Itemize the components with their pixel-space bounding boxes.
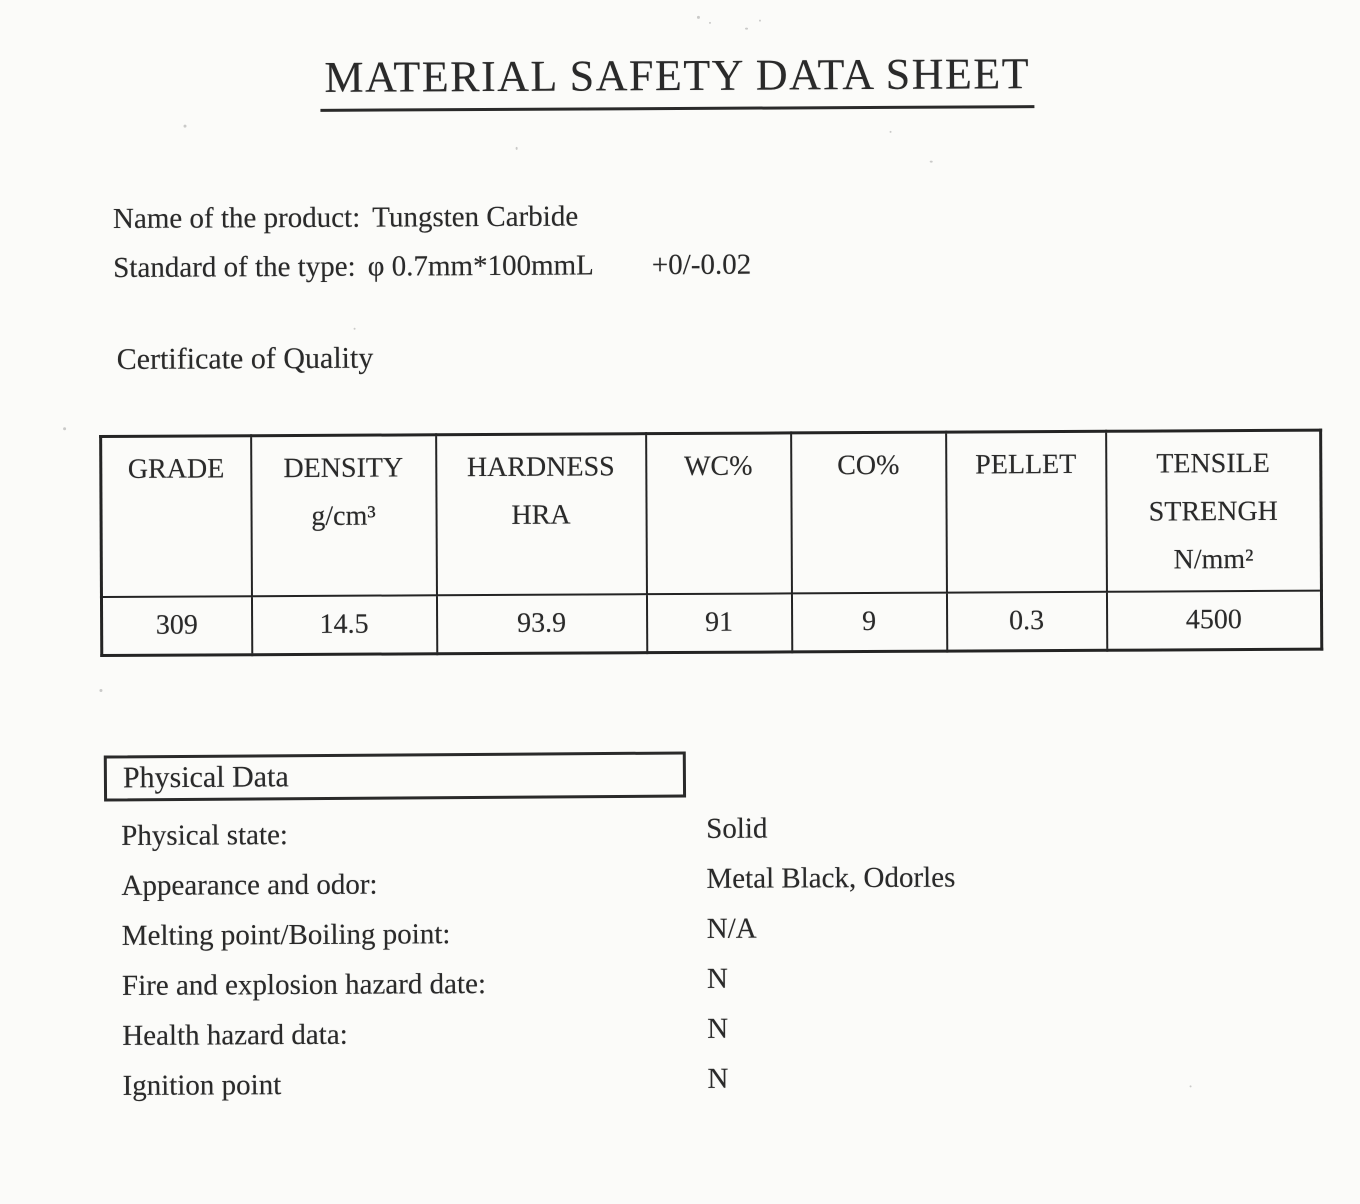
list-item xyxy=(122,905,1222,961)
table-header-tensile-strength: TENSILE STRENGH N/mm² xyxy=(1106,430,1322,592)
health-hazard-value: N xyxy=(707,1012,728,1045)
fire-explosion-label: Fire and explosion hazard date: xyxy=(122,966,707,1002)
ignition-point-value: N xyxy=(707,1062,728,1095)
product-name-line xyxy=(113,192,751,244)
melting-boiling-label: Melting point/Boiling point: xyxy=(122,916,707,952)
list-item xyxy=(121,855,1221,911)
cell-tensile-strength: 4500 xyxy=(1106,591,1321,651)
table-data-row xyxy=(101,591,1321,656)
table-header-density: DENSITY g/cm³ xyxy=(251,435,437,596)
table-header-wc: WC% xyxy=(646,433,792,594)
physical-state-value: Solid xyxy=(706,812,767,845)
list-item xyxy=(121,805,1221,861)
physical-data-heading: Physical Data xyxy=(123,760,289,795)
scan-speck xyxy=(709,22,711,24)
list-item xyxy=(122,1055,1222,1111)
cell-pellet: 0.3 xyxy=(946,592,1106,651)
list-item xyxy=(122,1005,1222,1061)
product-name-label: Name of the product: xyxy=(113,202,360,235)
health-hazard-label: Health hazard data: xyxy=(122,1016,707,1052)
cell-co: 9 xyxy=(791,593,946,652)
appearance-odor-label: Appearance and odor: xyxy=(121,866,706,902)
appearance-odor-value: Metal Black, Odorles xyxy=(706,861,955,895)
scan-speck xyxy=(890,131,892,133)
ignition-point-label: Ignition point xyxy=(122,1066,707,1102)
standard-tolerance: +0/-0.02 xyxy=(652,249,751,282)
standard-label: Standard of the type: xyxy=(113,251,356,284)
scan-speck xyxy=(516,147,518,150)
fire-explosion-value: N xyxy=(707,962,728,995)
table-header-pellet: PELLET xyxy=(946,431,1107,592)
scan-speck xyxy=(930,161,933,163)
physical-data-heading-box xyxy=(104,751,686,801)
product-name-value: Tungsten Carbide xyxy=(372,201,578,234)
cell-grade: 309 xyxy=(101,596,251,655)
melting-boiling-value: N/A xyxy=(707,912,757,945)
product-standard-line xyxy=(113,241,751,293)
scan-speck xyxy=(184,125,187,128)
scan-speck xyxy=(697,16,700,19)
page-title-text: MATERIAL SAFETY DATA SHEET xyxy=(320,48,1034,112)
cell-density: 14.5 xyxy=(251,595,436,654)
quality-table xyxy=(99,429,1323,657)
scan-speck xyxy=(354,328,356,330)
certificate-heading: Certificate of Quality xyxy=(117,342,374,377)
scan-speck xyxy=(745,28,748,30)
product-block xyxy=(113,192,751,293)
physical-state-label: Physical state: xyxy=(121,816,706,852)
standard-value: φ 0.7mm*100mmL xyxy=(368,249,594,282)
scan-speck xyxy=(759,20,761,22)
page-title xyxy=(0,46,1357,113)
table-header-row xyxy=(101,430,1322,597)
cell-hardness: 93.9 xyxy=(436,594,646,654)
scan-speck xyxy=(99,689,102,692)
physical-data-list xyxy=(121,805,1223,1111)
list-item xyxy=(122,955,1222,1011)
table-header-co: CO% xyxy=(791,432,947,593)
table-header-grade: GRADE xyxy=(101,436,252,597)
scan-speck xyxy=(63,427,66,430)
cell-wc: 91 xyxy=(646,593,791,652)
table-header-hardness: HARDNESS HRA xyxy=(436,434,647,596)
